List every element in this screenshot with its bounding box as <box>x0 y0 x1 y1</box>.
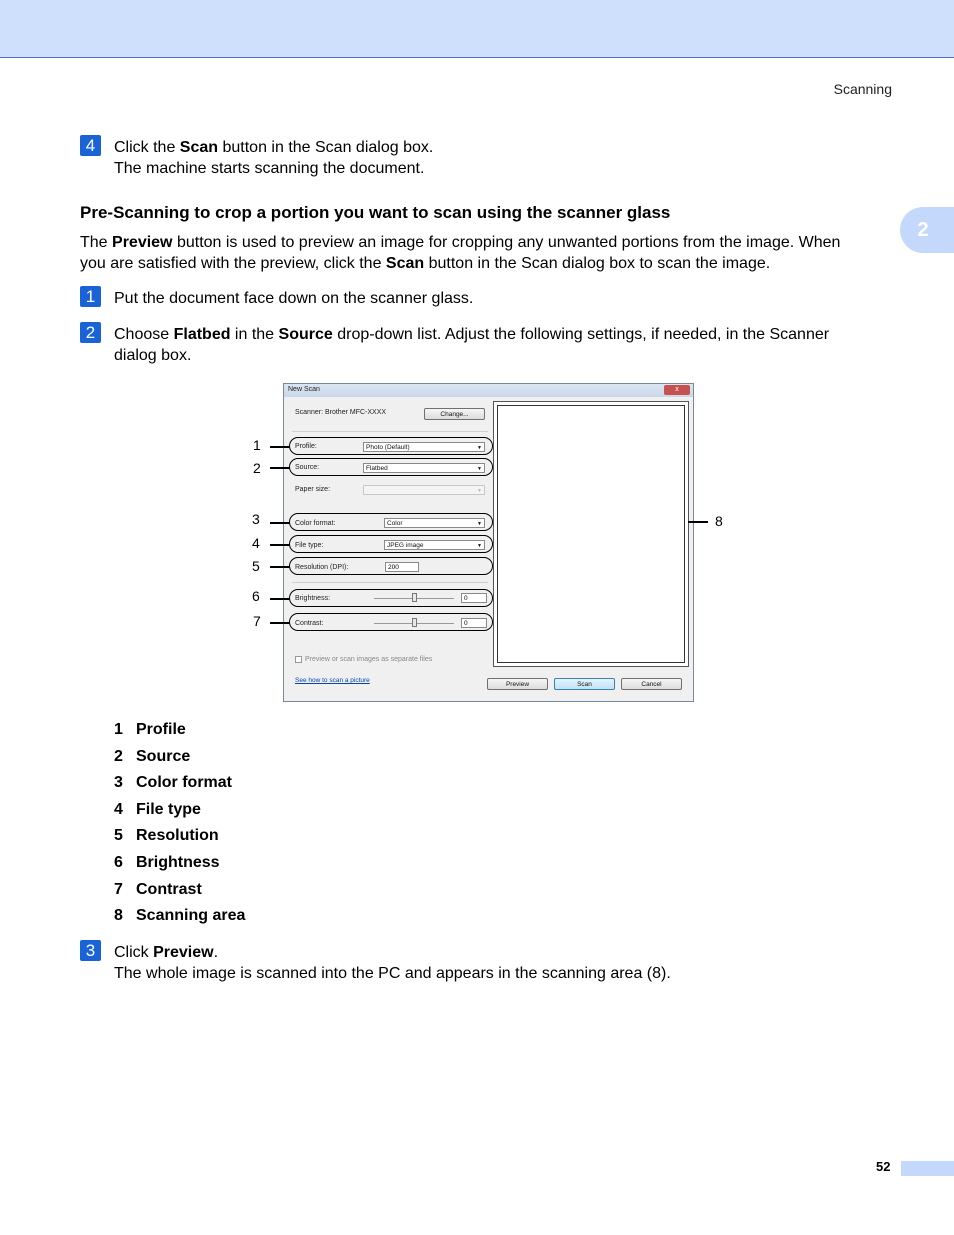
chevron-down-icon: ▼ <box>477 488 482 494</box>
callout-number: 5 <box>252 558 260 574</box>
dialog-titlebar <box>284 384 693 397</box>
step-4-line-1: Click the Scan button in the Scan dialog box. <box>114 139 434 156</box>
list-item: 3 Color format <box>114 774 232 792</box>
callout-number: 6 <box>252 588 260 604</box>
profile-select[interactable]: Photo (Default) ▼ <box>363 442 485 452</box>
callout-line <box>688 521 708 523</box>
contrast-label: Contrast: <box>295 620 324 627</box>
list-item: 7 Contrast <box>114 880 202 898</box>
callout-oval-source <box>289 458 493 476</box>
step-4-line-2: The machine starts scanning the document. <box>114 160 425 177</box>
section-heading: Pre-Scanning to crop a portion you want to scan using the scanner glass <box>80 203 671 222</box>
brightness-input[interactable]: 0 <box>461 593 487 603</box>
scanning-area[interactable] <box>493 401 689 667</box>
chevron-down-icon: ▼ <box>477 445 482 451</box>
separate-files-checkbox[interactable] <box>295 656 302 663</box>
separate-files-label: Preview or scan images as separate files <box>305 656 433 663</box>
step-number-badge: 3 <box>80 940 101 961</box>
callout-oval-color-format <box>289 513 493 531</box>
scanner-label: Scanner: Brother MFC-XXXX <box>295 409 387 416</box>
callout-oval-file-type <box>289 535 493 553</box>
chevron-down-icon: ▼ <box>477 543 482 549</box>
color-format-label: Color format: <box>295 520 336 527</box>
callout-number: 8 <box>715 513 723 529</box>
callout-line <box>270 622 290 624</box>
list-item: 6 Brightness <box>114 853 220 871</box>
cancel-button[interactable]: Cancel <box>621 678 682 690</box>
intro-line-1: The Preview button is used to preview an image for cropping any unwanted portions from the image. When <box>80 234 841 251</box>
callout-line <box>270 467 290 469</box>
step-1-text: Put the document face down on the scanner glass. <box>114 290 474 307</box>
list-item: 8 Scanning area <box>114 907 246 925</box>
list-item: 2 Source <box>114 747 191 765</box>
callout-oval-contrast <box>289 613 493 631</box>
callout-number: 1 <box>253 437 261 453</box>
close-button[interactable]: x <box>664 385 690 395</box>
profile-label: Profile: <box>295 443 317 450</box>
step-3-line-2: The whole image is scanned into the PC and appears in the scanning area (8). <box>114 965 671 982</box>
contrast-input[interactable]: 0 <box>461 618 487 628</box>
list-item: 5 Resolution <box>114 827 219 845</box>
callout-line <box>270 544 290 546</box>
resolution-stepper[interactable]: 200 <box>385 562 419 572</box>
callout-line <box>270 566 290 568</box>
source-label: Source: <box>295 464 320 471</box>
change-button[interactable]: Change... <box>424 408 485 420</box>
color-format-select[interactable]: Color ▼ <box>384 518 485 528</box>
step-2-line-2: dialog box. <box>114 347 192 364</box>
callout-oval-resolution <box>289 557 493 575</box>
section-title: Scanning <box>833 81 892 97</box>
header-band <box>0 0 954 58</box>
step-2-line-1: Choose Flatbed in the Source drop-down list. Adjust the following settings, if needed, in the Scanner <box>114 326 830 343</box>
step-number-badge: 4 <box>80 135 101 156</box>
scan-button[interactable]: Scan <box>554 678 615 690</box>
file-type-label: File type: <box>295 542 324 549</box>
file-type-select[interactable]: JPEG image ▼ <box>384 540 485 550</box>
scanning-area-frame <box>497 405 685 663</box>
source-select[interactable]: Flatbed ▼ <box>363 463 485 473</box>
chevron-down-icon: ▼ <box>477 466 482 472</box>
paper-size-select[interactable] <box>363 485 485 495</box>
resolution-label: Resolution (DPI): <box>295 564 349 571</box>
callout-number: 2 <box>253 460 261 476</box>
callout-oval-brightness <box>289 589 493 607</box>
chevron-down-icon: ▼ <box>477 521 482 527</box>
list-item: 4 File type <box>114 800 201 818</box>
brightness-label: Brightness: <box>295 595 331 602</box>
preview-button[interactable]: Preview <box>487 678 548 690</box>
chapter-tab: 2 <box>900 207 954 253</box>
page-number: 52 <box>876 1159 891 1174</box>
callout-line <box>270 522 290 524</box>
divider <box>292 431 488 432</box>
page-bar <box>901 1161 954 1176</box>
intro-line-2: you are satisfied with the preview, click the Scan button in the Scan dialog box to scan the image. <box>80 255 771 272</box>
help-link[interactable]: See how to scan a picture <box>295 677 370 684</box>
callout-oval-profile <box>289 437 493 455</box>
callout-number: 4 <box>252 535 260 551</box>
divider <box>292 582 488 583</box>
dialog-title: New Scan <box>288 386 320 393</box>
callout-number: 3 <box>252 511 260 527</box>
callout-number: 7 <box>253 613 261 629</box>
paper-size-label: Paper size: <box>295 486 331 493</box>
step-number-badge: 2 <box>80 322 101 343</box>
step-number-badge: 1 <box>80 286 101 307</box>
step-3-line-1: Click Preview. <box>114 944 219 961</box>
callout-legend <box>114 719 245 932</box>
callout-line <box>270 598 290 600</box>
callout-line <box>270 446 290 448</box>
list-item: 1 Profile <box>114 721 186 738</box>
